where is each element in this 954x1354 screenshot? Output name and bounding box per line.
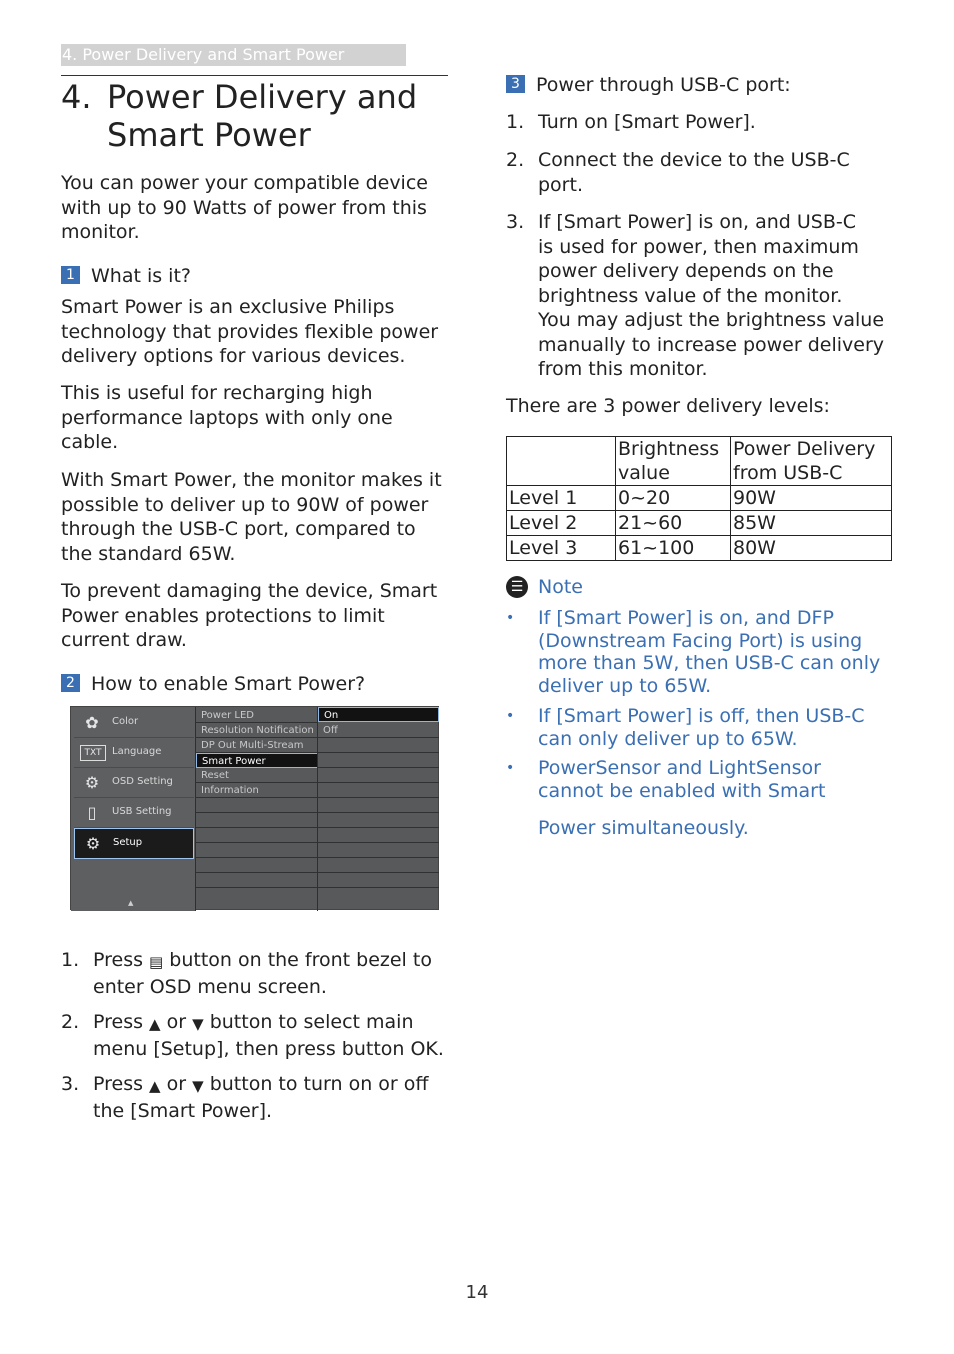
- section-1-paragraph-4: [61, 579, 456, 653]
- osd-empty-row: [318, 873, 439, 888]
- section-number-badge: 1: [61, 266, 80, 284]
- usb-icon: ▯: [87, 803, 97, 822]
- step-text: [93, 1072, 428, 1123]
- note-item-text: [538, 705, 898, 750]
- text-line: possible to deliver up to 90W of power: [61, 493, 429, 516]
- title-line-1: Power Delivery and: [107, 78, 418, 116]
- step-text-line: manually to increase power delivery: [538, 333, 885, 356]
- step-right-3: [506, 210, 906, 385]
- intro-line: with up to 90 Watts of power from this: [61, 196, 427, 219]
- osd-menu-label: USB Setting: [112, 806, 172, 817]
- note-text-line: more than 5W, then USB-C can only: [538, 652, 881, 674]
- header-text-line: from USB-C: [733, 462, 843, 484]
- page-number: 14: [465, 1282, 489, 1303]
- text-line: To prevent damaging the device, Smart: [61, 580, 438, 602]
- table-row: [507, 486, 892, 511]
- table-cell: 21~60: [616, 511, 731, 536]
- gear-icon: ⚙: [85, 834, 101, 853]
- step-text: [538, 210, 884, 382]
- text-line: With Smart Power, the monitor makes it: [61, 469, 442, 491]
- osd-empty-row: [196, 843, 318, 858]
- osd-menu-label: OSD Setting: [112, 776, 173, 787]
- title-text: [107, 78, 447, 154]
- step-number: 2.: [61, 1011, 80, 1033]
- step-text-part: button to select main: [203, 1011, 414, 1033]
- step-text: [538, 148, 850, 197]
- text-line: performance laptops with only one: [61, 406, 393, 429]
- note-item-1: [506, 607, 906, 699]
- table-cell: 0~20: [616, 486, 731, 511]
- color-icon: ✿: [85, 713, 99, 732]
- step-number: 1.: [61, 949, 80, 971]
- osd-empty-row: [318, 843, 439, 858]
- osd-setting-icon: ⚙: [84, 773, 100, 792]
- section-number-badge: 2: [61, 674, 80, 692]
- note-text-line: (Downstream Facing Port) is using: [538, 629, 863, 652]
- note-item-text: [538, 757, 898, 802]
- intro-line: You can power your compatible device: [61, 172, 428, 194]
- header-text-line: Power Delivery: [733, 438, 876, 460]
- step-text-line: is used for power, then maximum: [538, 235, 859, 258]
- step-left-2: [61, 1010, 456, 1060]
- osd-empty-row: [196, 798, 318, 813]
- step-text: [93, 1010, 444, 1061]
- step-text-line: from this monitor.: [538, 358, 708, 380]
- intro-line: monitor.: [61, 221, 140, 243]
- note-text-line: can only deliver up to 65W.: [538, 727, 798, 750]
- osd-empty-row: [196, 858, 318, 873]
- note-text-line: cannot be enabled with Smart: [538, 779, 826, 802]
- osd-empty-row: [318, 828, 439, 843]
- note-text-line: If [Smart Power] is off, then USB-C: [538, 705, 865, 727]
- step-left-3: [61, 1072, 456, 1122]
- title-line-2: Smart Power: [107, 116, 311, 154]
- text-line: technology that provides flexible power: [61, 320, 439, 343]
- up-arrow-icon: ▲: [149, 1077, 161, 1095]
- step-right-2: [506, 148, 906, 198]
- osd-submenu-item-selected[interactable]: Smart Power: [196, 753, 318, 768]
- page-title: [61, 78, 451, 158]
- osd-option[interactable]: Off: [318, 723, 439, 738]
- step-text-part: enter OSD menu screen.: [93, 975, 327, 998]
- osd-empty-row: [318, 738, 439, 753]
- step-text-line: You may adjust the brightness value: [538, 309, 885, 331]
- osd-empty-row: [196, 873, 318, 888]
- step-text-line: power delivery depends on the: [538, 260, 834, 282]
- note-heading-text: Note: [538, 576, 583, 598]
- running-header: 4. Power Delivery and Smart Power: [61, 44, 406, 66]
- table-header-row: [507, 437, 892, 486]
- table-row: [507, 536, 892, 561]
- section-heading-text: Power through USB-C port:: [536, 74, 791, 96]
- osd-menu-label: Color: [112, 716, 139, 727]
- note-heading: [506, 575, 706, 599]
- down-arrow-icon: ▼: [192, 1077, 204, 1095]
- step-right-1: [506, 110, 906, 136]
- bullet-icon: •: [506, 760, 515, 776]
- title-number: 4.: [61, 78, 92, 116]
- table-cell: 61~100: [616, 536, 731, 561]
- osd-empty-row: [318, 753, 439, 768]
- table-header-cell: [731, 437, 892, 486]
- osd-empty-row: [318, 858, 439, 873]
- osd-option-selected[interactable]: On: [318, 707, 439, 722]
- intro-paragraph: [61, 171, 451, 245]
- section-1-paragraph-2: [61, 381, 456, 455]
- step-text-part: Press: [93, 949, 150, 971]
- step-text-part: the [Smart Power].: [93, 1099, 273, 1122]
- note-icon: ☰: [506, 576, 528, 598]
- osd-empty-row: [318, 813, 439, 828]
- text-line: the standard 65W.: [61, 542, 236, 565]
- step-number: 3.: [506, 211, 525, 233]
- table-row: [507, 511, 892, 536]
- section-heading-text: What is it?: [91, 265, 191, 287]
- table-cell: 80W: [731, 536, 892, 561]
- step-text-part: menu [Setup], then press button OK.: [93, 1037, 444, 1060]
- text-line: Smart Power is an exclusive Philips: [61, 296, 395, 318]
- osd-menu-language[interactable]: [74, 738, 194, 768]
- step-text-part: or: [160, 1011, 193, 1033]
- table-cell: Level 1: [507, 486, 616, 511]
- text-line: Power enables protections to limit: [61, 604, 385, 627]
- step-text-line: port.: [538, 173, 583, 196]
- step-text-part: button on the front bezel to: [163, 949, 432, 971]
- osd-empty-row: [318, 768, 439, 783]
- menu-button-icon: ▤: [149, 953, 164, 971]
- osd-menu-color[interactable]: [74, 708, 194, 738]
- osd-empty-row: [196, 828, 318, 843]
- language-icon: TXT: [80, 745, 106, 761]
- section-3-heading: [506, 73, 906, 97]
- note-item-2: [506, 705, 906, 751]
- note-item-3-continuation: Power simultaneously.: [538, 817, 749, 839]
- header-text-line: value: [618, 462, 670, 484]
- step-text-part: or: [160, 1073, 193, 1095]
- text-line: through the USB-C port, compared to: [61, 518, 416, 540]
- note-item-3: [506, 757, 906, 803]
- table-cell: 90W: [731, 486, 892, 511]
- text-line: delivery options for various devices.: [61, 345, 406, 367]
- osd-submenu-item[interactable]: DP Out Multi-Stream: [196, 738, 318, 753]
- step-number: 2.: [506, 149, 525, 171]
- levels-intro: There are 3 power delivery levels:: [506, 395, 830, 417]
- power-levels-table: [506, 436, 892, 561]
- osd-menu-osd-setting[interactable]: [74, 768, 194, 798]
- up-arrow-icon: ▲: [149, 1015, 161, 1033]
- osd-empty-row: [196, 813, 318, 828]
- table-header-cell: [507, 437, 616, 486]
- osd-options: [317, 707, 439, 911]
- osd-empty-row: [318, 783, 439, 798]
- osd-sidebar: [71, 707, 195, 911]
- step-number: 1.: [506, 111, 525, 133]
- osd-menu-label: Setup: [113, 837, 143, 848]
- table-cell: 85W: [731, 511, 892, 536]
- header-text-line: Brightness: [618, 438, 720, 460]
- table-cell: Level 3: [507, 536, 616, 561]
- section-2-heading: [61, 672, 451, 696]
- osd-menu-usb-setting[interactable]: [74, 798, 194, 828]
- step-text-line: If [Smart Power] is on, and USB-C: [538, 211, 857, 233]
- text-line: current draw.: [61, 629, 187, 651]
- section-1-paragraph-3: [61, 468, 456, 566]
- down-arrow-icon: ▼: [192, 1015, 204, 1033]
- osd-submenu-item[interactable]: Information: [196, 783, 318, 798]
- section-1-heading: [61, 264, 451, 288]
- step-text: [93, 948, 432, 999]
- step-text-part: Press: [93, 1011, 150, 1033]
- table-cell: Level 2: [507, 511, 616, 536]
- osd-submenu: [195, 707, 318, 911]
- note-text-line: PowerSensor and LightSensor: [538, 757, 821, 779]
- osd-submenu-item[interactable]: Power LED: [196, 708, 318, 723]
- table-header-cell: [616, 437, 731, 486]
- step-text: [538, 110, 756, 135]
- scroll-up-icon: ▲: [128, 899, 134, 907]
- step-text-line: Connect the device to the USB-C: [538, 149, 850, 171]
- section-heading-text: How to enable Smart Power?: [91, 673, 366, 695]
- bullet-icon: •: [506, 708, 515, 724]
- osd-menu-setup[interactable]: [74, 828, 194, 859]
- section-1-paragraph-1: [61, 295, 456, 369]
- note-text-line: deliver up to 65W.: [538, 674, 712, 697]
- osd-menu-label: Language: [112, 746, 162, 757]
- section-number-badge: 3: [506, 75, 525, 93]
- step-left-1: [61, 948, 456, 998]
- text-line: cable.: [61, 431, 119, 453]
- step-number: 3.: [61, 1073, 80, 1095]
- header-divider: [61, 75, 448, 76]
- step-text-part: Press: [93, 1073, 150, 1095]
- osd-submenu-item[interactable]: Reset: [196, 768, 318, 783]
- text-line: This is useful for recharging high: [61, 382, 373, 404]
- osd-menu-screenshot: [70, 706, 439, 910]
- step-text-part: button to turn on or off: [203, 1073, 429, 1095]
- step-text-line: brightness value of the monitor.: [538, 284, 843, 307]
- osd-empty-row: [318, 798, 439, 813]
- note-item-text: [538, 607, 898, 697]
- note-text-line: If [Smart Power] is on, and DFP: [538, 607, 834, 629]
- step-text-line: Turn on [Smart Power].: [538, 111, 756, 133]
- bullet-icon: •: [506, 610, 515, 626]
- osd-submenu-item[interactable]: Resolution Notification: [196, 723, 318, 738]
